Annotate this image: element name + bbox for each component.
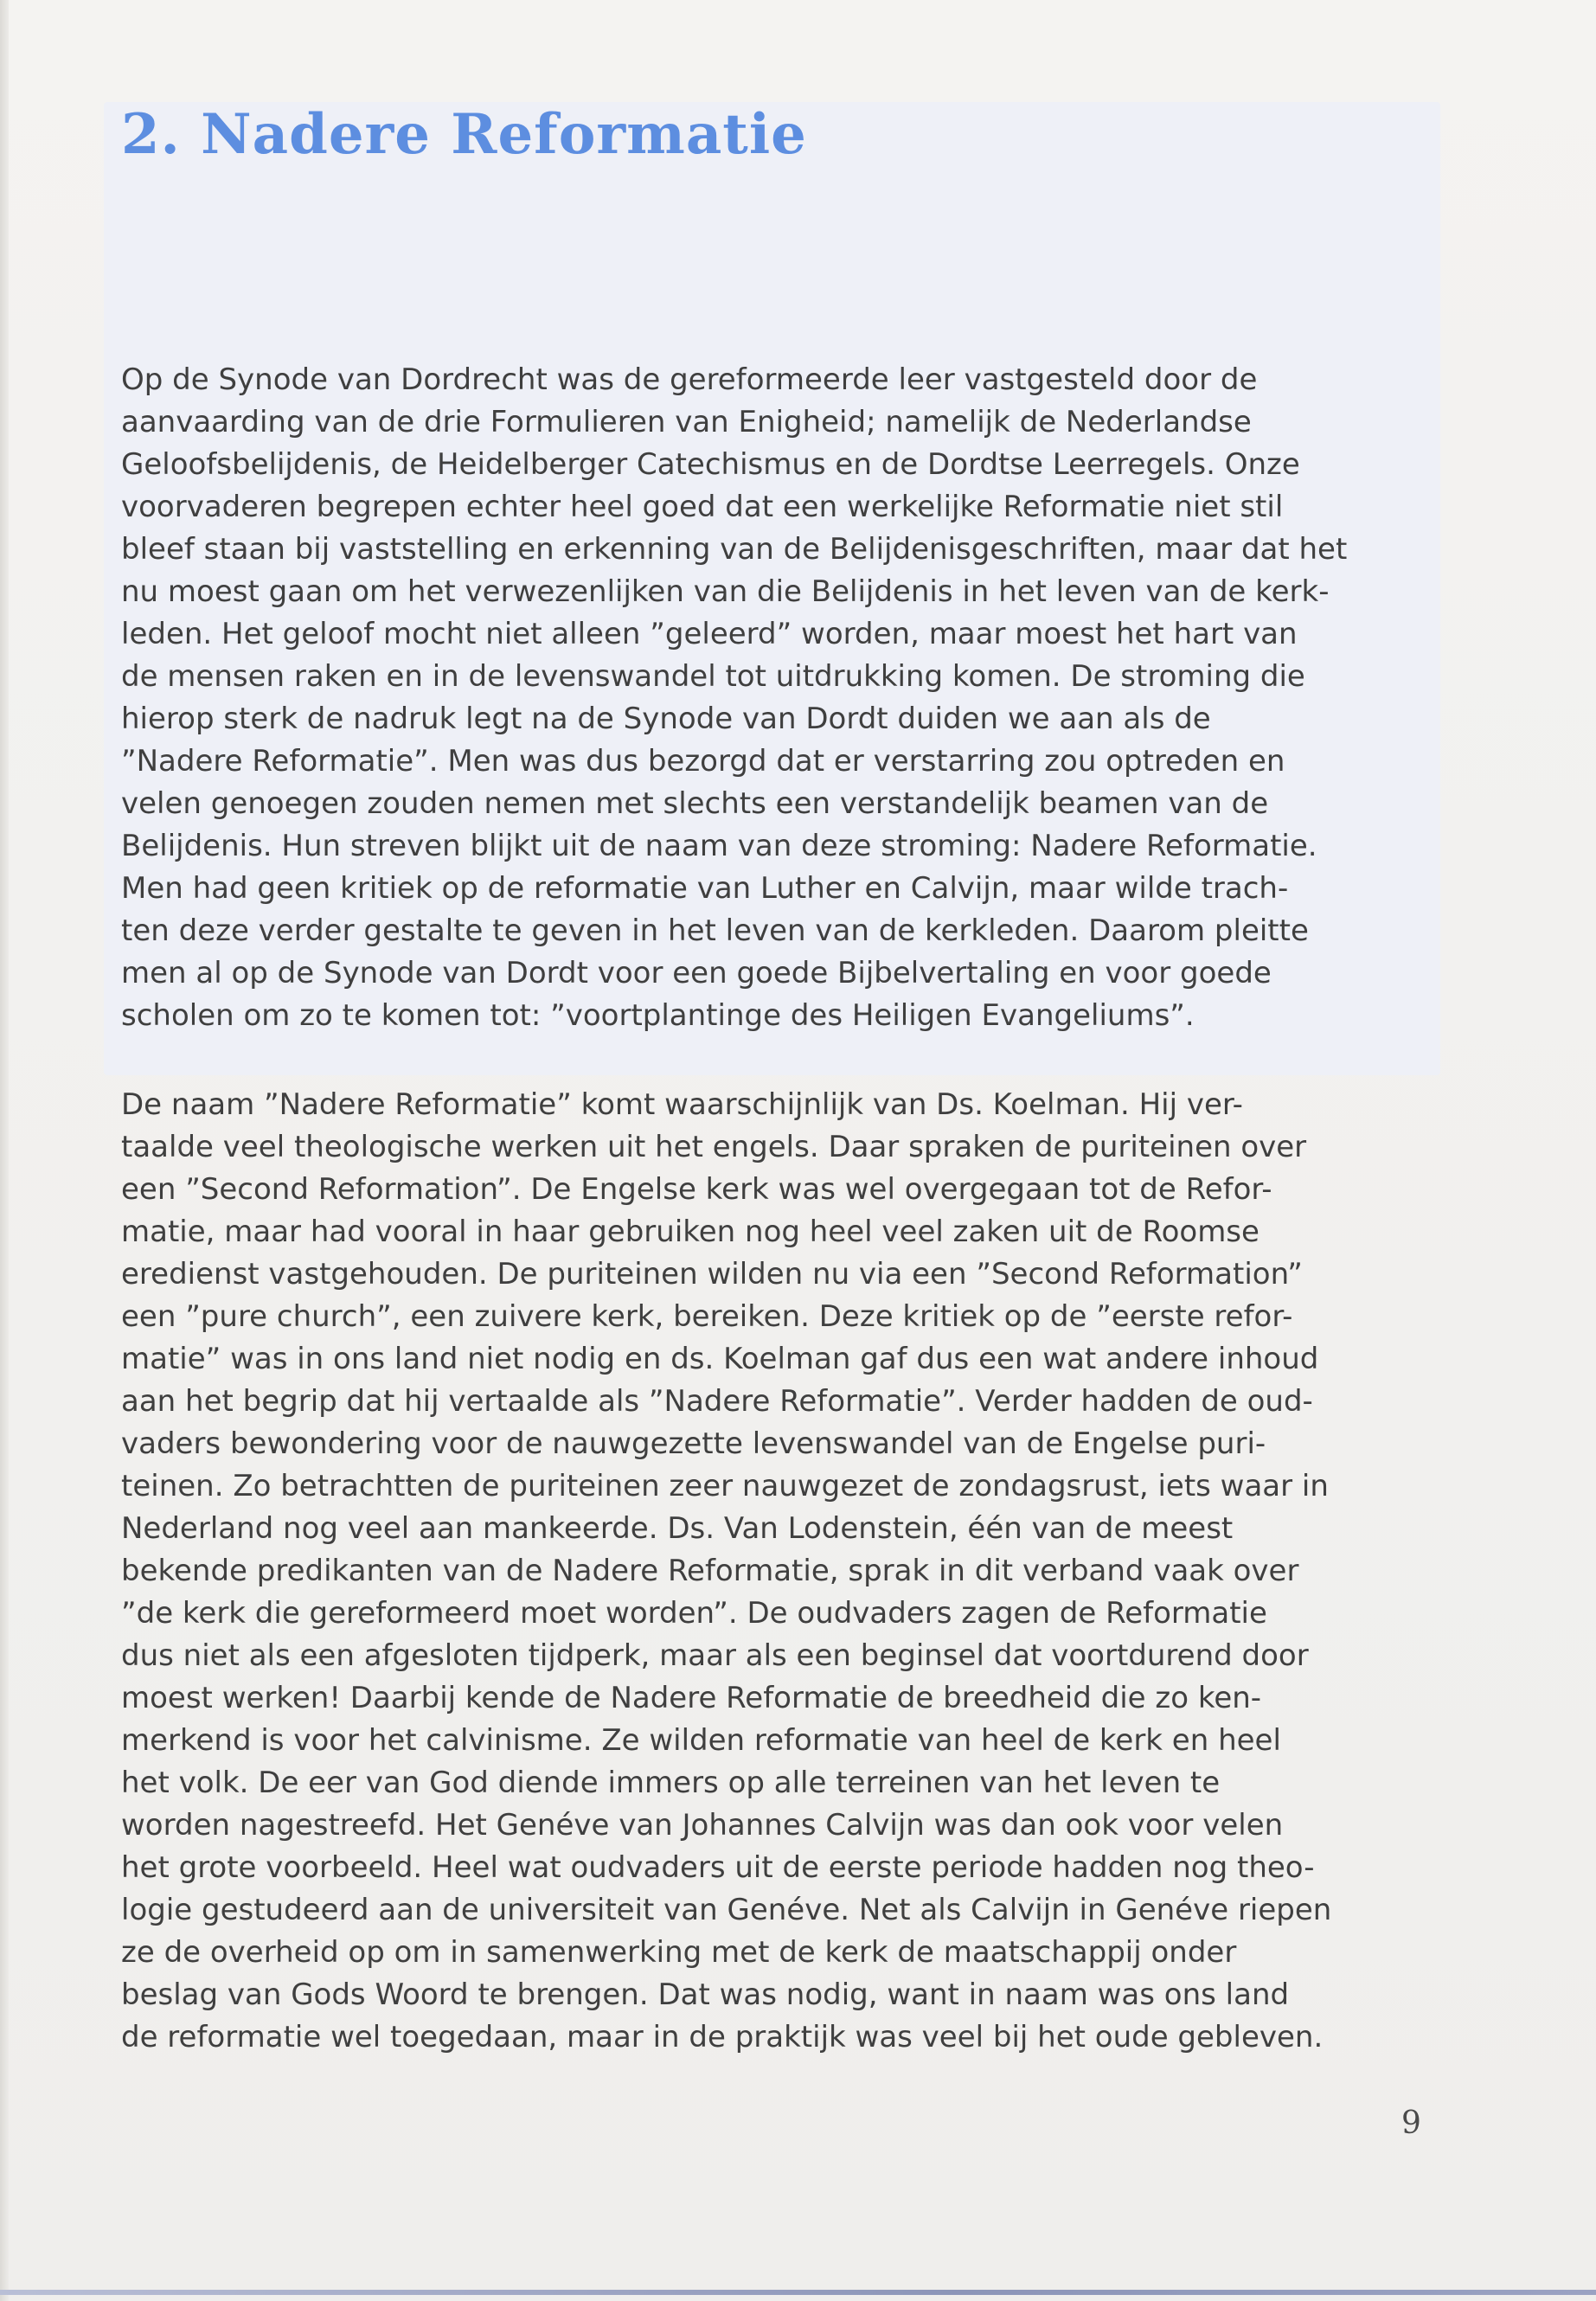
text-line: worden nagestreefd. Het Genéve van Johannes Calvijn was dan ook voor velen bbox=[121, 1808, 1284, 1843]
text-line: hierop sterk de nadruk legt na de Synode van Dordt duiden we aan als de bbox=[121, 702, 1211, 736]
text-line: aanvaarding van de drie Formulieren van Enigheid; namelijk de Nederlandse bbox=[121, 405, 1252, 439]
text-line: taalde veel theologische werken uit het engels. Daar spraken de puriteinen over bbox=[121, 1130, 1307, 1164]
text-line: teinen. Zo betrachtten de puriteinen zeer nauwgezet de zondagsrust, iets waar in bbox=[121, 1469, 1329, 1503]
text-line: logie gestudeerd aan de universiteit van Genéve. Net als Calvijn in Genéve riepen bbox=[121, 1893, 1332, 1927]
text-line: moest werken! Daarbij kende de Nadere Reformatie de breedheid die zo ken- bbox=[121, 1681, 1262, 1715]
paragraph-2 bbox=[121, 1084, 1427, 2059]
text-line: het volk. De eer van God diende immers op alle terreinen van het leven te bbox=[121, 1766, 1221, 1800]
page-edge-shadow bbox=[0, 0, 9, 2301]
text-line: beslag van Gods Woord te brengen. Dat was nodig, want in naam was ons land bbox=[121, 1977, 1290, 2012]
text-line: de reformatie wel toegedaan, maar in de praktijk was veel bij het oude gebleven. bbox=[121, 2020, 1324, 2054]
text-line: eredienst vastgehouden. De puriteinen wilden nu via een ”Second Reformation” bbox=[121, 1257, 1303, 1292]
text-line: scholen om zo te komen tot: ”voortplantinge des Heiligen Evangeliums”. bbox=[121, 998, 1195, 1033]
text-line: Nederland nog veel aan mankeerde. Ds. Van Lodenstein, één van de meest bbox=[121, 1511, 1234, 1546]
text-line: leden. Het geloof mocht niet alleen ”geleerd” worden, maar moest het hart van bbox=[121, 617, 1298, 651]
text-line: Geloofsbelijdenis, de Heidelberger Catechismus en de Dordtse Leerregels. Onze bbox=[121, 447, 1300, 482]
text-line: merkend is voor het calvinisme. Ze wilden reformatie van heel de kerk en heel bbox=[121, 1723, 1281, 1758]
text-line: ze de overheid op om in samenwerking met de kerk de maatschappij onder bbox=[121, 1935, 1237, 1970]
text-line: ten deze verder gestalte te geven in het leven van de kerkleden. Daarom pleitte bbox=[121, 913, 1309, 948]
page-number: 9 bbox=[1401, 2106, 1421, 2141]
text-line: velen genoegen zouden nemen met slechts een verstandelijk beamen van de bbox=[121, 786, 1269, 821]
text-line: bleef staan bij vaststelling en erkenning van de Belijdenisgeschriften, maar dat het bbox=[121, 532, 1348, 567]
text-line: ”Nadere Reformatie”. Men was dus bezorgd dat er verstarring zou optreden en bbox=[121, 744, 1285, 779]
text-line: het grote voorbeeld. Heel wat oudvaders uit de eerste periode hadden nog theo- bbox=[121, 1850, 1315, 1885]
paragraph-1 bbox=[121, 359, 1427, 1037]
text-line: men al op de Synode van Dordt voor een goede Bijbelvertaling en voor goede bbox=[121, 956, 1272, 990]
bottom-edge-rule bbox=[0, 2290, 1596, 2295]
text-line: nu moest gaan om het verwezenlijken van die Belijdenis in het leven van de kerk- bbox=[121, 574, 1330, 609]
text-line: aan het begrip dat hij vertaalde als ”Nadere Reformatie”. Verder hadden de oud- bbox=[121, 1384, 1313, 1419]
text-line: vaders bewondering voor de nauwgezette levenswandel van de Engelse puri- bbox=[121, 1426, 1266, 1461]
text-line: Men had geen kritiek op de reformatie van Luther en Calvijn, maar wilde trach- bbox=[121, 871, 1289, 906]
text-line: ”de kerk die gereformeerd moet worden”. De oudvaders zagen de Reformatie bbox=[121, 1596, 1267, 1631]
page-title: 2. Nadere Reformatie bbox=[121, 102, 807, 167]
text-line: een ”pure church”, een zuivere kerk, bereiken. Deze kritiek op de ”eerste refor- bbox=[121, 1299, 1293, 1334]
text-line: matie” was in ons land niet nodig en ds. Koelman gaf dus een wat andere inhoud bbox=[121, 1342, 1319, 1376]
text-line: De naam ”Nadere Reformatie” komt waarschijnlijk van Ds. Koelman. Hij ver- bbox=[121, 1087, 1243, 1122]
text-line: bekende predikanten van de Nadere Reformatie, sprak in dit verband vaak over bbox=[121, 1554, 1299, 1588]
text-line: dus niet als een afgesloten tijdperk, maar als een beginsel dat voortdurend door bbox=[121, 1638, 1309, 1673]
text-line: matie, maar had vooral in haar gebruiken nog heel veel zaken uit de Roomse bbox=[121, 1215, 1259, 1249]
text-line: de mensen raken en in de levenswandel tot uitdrukking komen. De stroming die bbox=[121, 659, 1305, 694]
text-line: voorvaderen begrepen echter heel goed dat een werkelijke Reformatie niet stil bbox=[121, 490, 1284, 524]
text-line: Op de Synode van Dordrecht was de gereformeerde leer vastgesteld door de bbox=[121, 362, 1258, 397]
text-line: een ”Second Reformation”. De Engelse kerk was wel overgegaan tot de Refor- bbox=[121, 1172, 1272, 1207]
text-line: Belijdenis. Hun streven blijkt uit de naam van deze stroming: Nadere Reformatie. bbox=[121, 829, 1317, 863]
